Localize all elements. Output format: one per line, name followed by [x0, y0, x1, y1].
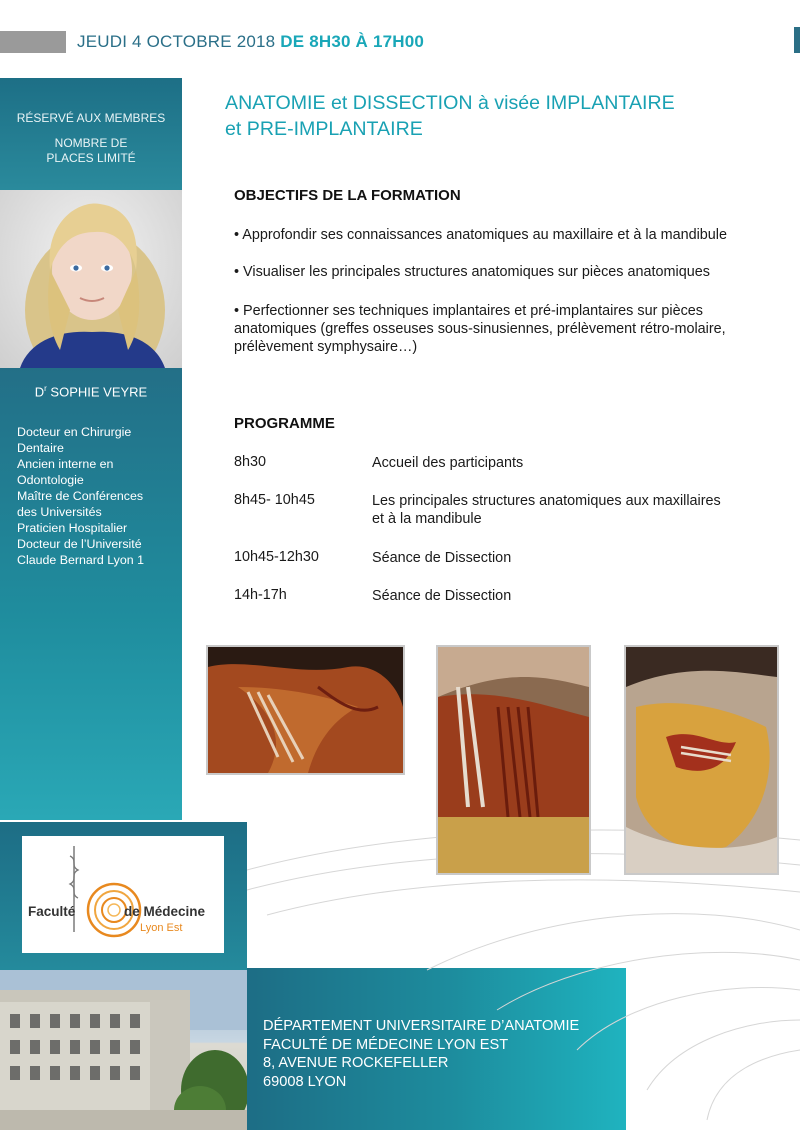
doctor-photo: [0, 190, 182, 368]
dissection-photo-1: [206, 645, 405, 775]
program-time: 8h30: [234, 454, 267, 470]
objectives-heading: OBJECTIFS DE LA FORMATION: [234, 187, 461, 204]
bio-line: Docteur de l’Université: [17, 537, 142, 551]
bio-line: Docteur en Chirurgie: [17, 425, 132, 439]
program-desc: Séance de Dissection: [372, 550, 512, 566]
address-line: FACULTÉ DE MÉDECINE LYON EST: [263, 1036, 509, 1053]
event-date: [77, 32, 424, 52]
reserved-members-text: RÉSERVÉ AUX MEMBRES: [16, 111, 166, 125]
logo-text-faculte: Faculté: [28, 904, 76, 919]
bio-line: Dentaire: [17, 441, 64, 455]
program-time: 14h-17h: [234, 587, 287, 603]
program-heading: PROGRAMME: [234, 415, 335, 432]
logo-text-medecine: de Médecine: [124, 904, 206, 919]
bio-line: Claude Bernard Lyon 1: [17, 553, 144, 567]
faculty-building-photo: [0, 970, 247, 1130]
objective-item: • Approfondir ses connaissances anatomiques au maxillaire et à la mandibule: [234, 227, 728, 243]
event-date-day: JEUDI 4 OCTOBRE 2018: [77, 32, 281, 51]
program-time: 10h45-12h30: [234, 549, 319, 565]
program-desc: Séance de Dissection: [372, 588, 512, 604]
header-grey-bar: [0, 31, 66, 53]
bio-line: Maître de Conférences: [17, 489, 144, 503]
logo-text-lyon-est: Lyon Est: [140, 922, 183, 934]
event-date-hours: DE 8H30 À 17H00: [280, 32, 425, 51]
sidebar-reserved-panel: [0, 78, 182, 190]
objective-item: • Perfectionner ses techniques implantaires et pré-implantaires sur pièces anatomiques (greffes osseuses sous-sinusiennes, prélèvement rétro-molaire, prélèvement symphysaire…): [234, 303, 726, 355]
dissection-photo-3: [624, 645, 779, 875]
program-desc: Les principales structures anatomiques aux maxillaires et à la mandibule: [372, 493, 721, 527]
course-title-line1: ANATOMIE et DISSECTION à visée IMPLANTAIRE: [225, 92, 675, 114]
address-line: 69008 LYON: [263, 1073, 347, 1090]
limited-places-line1: NOMBRE DE: [54, 136, 128, 150]
address-line: DÉPARTEMENT UNIVERSITAIRE D’ANATOMIE: [263, 1018, 580, 1034]
header-accent-tick: [794, 27, 800, 53]
objective-item: • Visualiser les principales structures anatomiques sur pièces anatomiques: [234, 264, 710, 280]
doctor-bio: [17, 424, 177, 568]
course-title-line2: et PRE-IMPLANTAIRE: [225, 118, 423, 140]
dissection-photo-2: [436, 645, 591, 875]
bio-line: Praticien Hospitalier: [17, 521, 128, 535]
address-line: 8, AVENUE ROCKEFELLER: [263, 1055, 449, 1071]
doctor-name: $D^r$ SOPHIE VEYRE: [34, 384, 148, 400]
limited-places-line2: PLACES LIMITÉ: [46, 151, 136, 165]
faculty-logo: [22, 836, 224, 953]
bio-line: des Universités: [17, 505, 102, 519]
bio-line: Odontologie: [17, 473, 84, 487]
course-title: [225, 90, 785, 142]
program-desc: Accueil des participants: [372, 455, 524, 471]
bio-line: Ancien interne en: [17, 457, 114, 471]
program-time: 8h45- 10h45: [234, 492, 315, 508]
